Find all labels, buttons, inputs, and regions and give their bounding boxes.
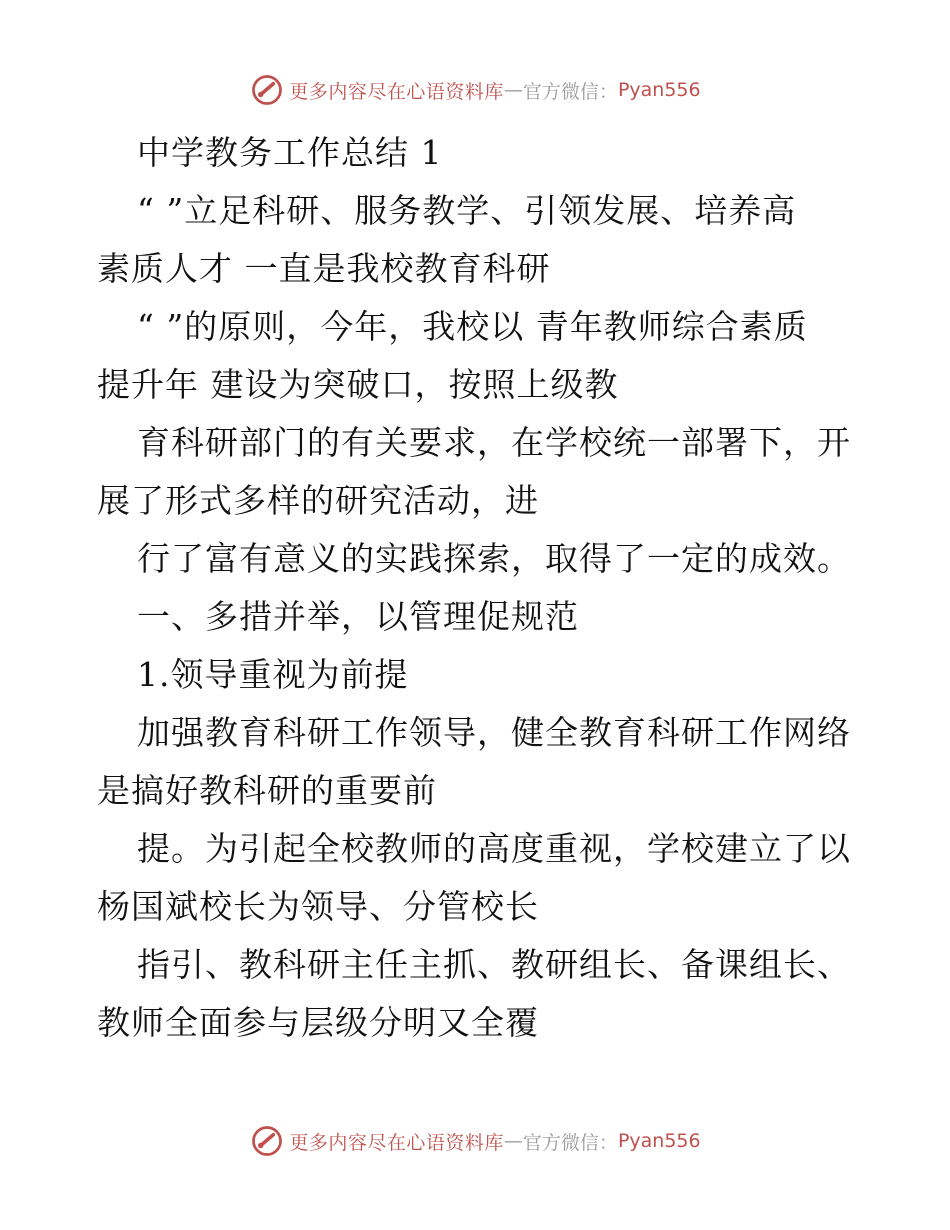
doc-line-title: 中学教务工作总结 1 xyxy=(137,133,443,172)
doc-line: 育科研部门的有关要求，在学校统一部署下，开 xyxy=(137,423,851,462)
document-body xyxy=(97,124,857,1052)
header-watermark xyxy=(0,72,950,108)
footer-watermark xyxy=(0,1123,950,1159)
doc-line: 是搞好教科研的重要前 xyxy=(97,771,437,810)
doc-line-heading: 一、多措并举，以管理促规范 xyxy=(137,597,579,636)
doc-line: 素质人才 一直是我校教育科研 xyxy=(97,249,551,288)
doc-line: 教师全面参与层级分明又全覆 xyxy=(97,1003,539,1042)
watermark-wechat-id: Pyan556 xyxy=(617,79,701,101)
doc-line: 行了富有意义的实践探索，取得了一定的成效。 xyxy=(137,539,851,578)
watermark-wechat-id: Pyan556 xyxy=(617,1130,701,1152)
doc-line: 加强教育科研工作领导，健全教育科研工作网络 xyxy=(137,713,851,752)
doc-line: 指引、教科研主任主抓、教研组长、备课组长、 xyxy=(137,945,851,984)
watermark-text: 更多内容尽在心语资料库 xyxy=(289,1131,504,1154)
watermark-text: 更多内容尽在心语资料库 xyxy=(289,80,504,103)
watermark-official-label: 官方微信： xyxy=(522,80,618,103)
doc-line: “ ”立足科研、服务教学、引领发展、培养高 xyxy=(137,191,797,230)
doc-line: 提。为引起全校教师的高度重视，学校建立了以 xyxy=(137,829,851,868)
watermark-dash: — xyxy=(503,79,523,101)
brand-logo-icon xyxy=(249,72,285,108)
doc-line: 杨国斌校长为领导、分管校长 xyxy=(97,887,539,926)
doc-line: 展了形式多样的研究活动，进 xyxy=(97,481,539,520)
doc-line: 提升年 建设为突破口，按照上级教 xyxy=(97,365,619,404)
doc-line-subheading: 1.领导重视为前提 xyxy=(137,655,409,694)
brand-logo-icon xyxy=(249,1123,285,1159)
doc-line: “ ”的原则，今年，我校以 青年教师综合素质 xyxy=(137,307,808,346)
watermark-official-label: 官方微信： xyxy=(522,1131,618,1154)
watermark-dash: — xyxy=(503,1130,523,1152)
